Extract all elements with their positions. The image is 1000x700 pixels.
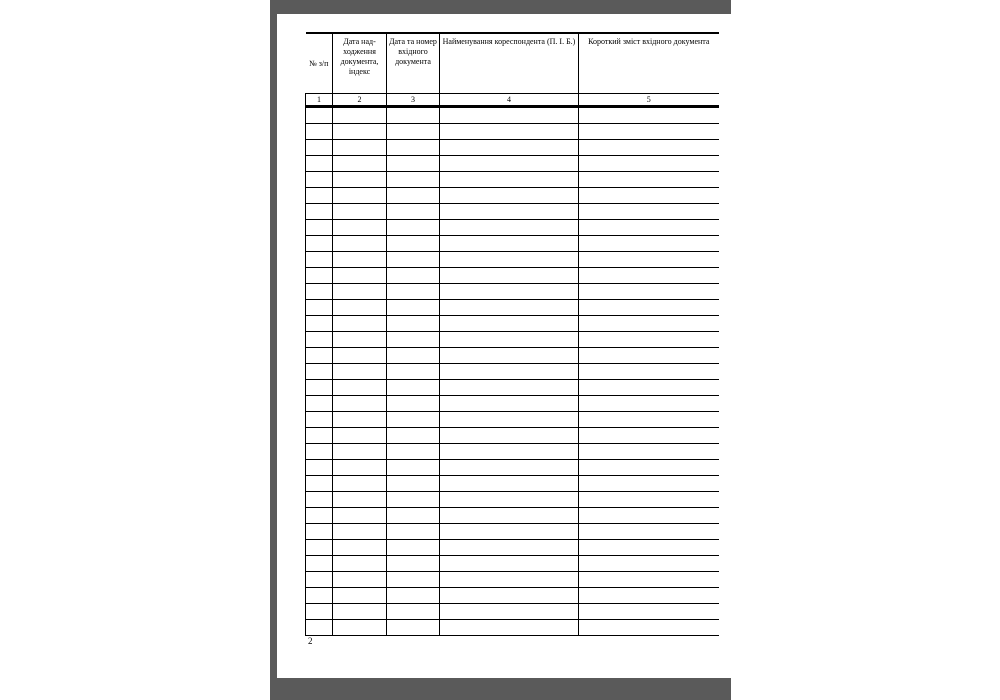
table-cell	[333, 380, 387, 396]
table-cell	[306, 140, 333, 156]
table-cell	[387, 124, 440, 140]
table-cell	[387, 284, 440, 300]
table-cell	[333, 396, 387, 412]
table-cell	[387, 412, 440, 428]
table-cell	[579, 220, 719, 236]
table-cell	[306, 252, 333, 268]
table-row	[306, 492, 719, 508]
table-cell	[440, 444, 579, 460]
table-cell	[440, 220, 579, 236]
table-cell	[579, 188, 719, 204]
column-number: 5	[579, 94, 719, 107]
table-cell	[306, 556, 333, 572]
table-cell	[579, 476, 719, 492]
table-cell	[387, 332, 440, 348]
table-row	[306, 396, 719, 412]
table-cell	[440, 460, 579, 476]
table-cell	[306, 524, 333, 540]
table-cell	[333, 540, 387, 556]
table-row	[306, 428, 719, 444]
table-cell	[387, 140, 440, 156]
table-cell	[306, 332, 333, 348]
table-cell	[333, 588, 387, 604]
table-cell	[306, 396, 333, 412]
table-row	[306, 556, 719, 572]
table-cell	[579, 428, 719, 444]
table-cell	[440, 236, 579, 252]
column-numbers-row	[306, 94, 719, 107]
page-number: 2	[308, 636, 313, 646]
table-cell	[440, 524, 579, 540]
table-cell	[306, 540, 333, 556]
table-row	[306, 300, 719, 316]
table-cell	[306, 412, 333, 428]
table-cell	[387, 396, 440, 412]
table-cell	[579, 540, 719, 556]
header-correspondent-name: Найменування кореспондента (П. І. Б.)	[440, 33, 579, 94]
header-receipt-date-index: Дата над-ходження документа, індекс	[333, 33, 387, 94]
table-cell	[306, 348, 333, 364]
table-cell	[387, 476, 440, 492]
table-cell	[333, 572, 387, 588]
table-row	[306, 588, 719, 604]
table-cell	[333, 300, 387, 316]
table-cell	[306, 460, 333, 476]
table-cell	[387, 540, 440, 556]
table-cell	[440, 348, 579, 364]
table-cell	[333, 364, 387, 380]
table-cell	[306, 476, 333, 492]
table-cell	[306, 156, 333, 172]
table-cell	[306, 588, 333, 604]
table-cell	[579, 588, 719, 604]
table-cell	[440, 107, 579, 124]
table-cell	[387, 380, 440, 396]
table-cell	[387, 604, 440, 620]
table-cell	[333, 524, 387, 540]
table-cell	[440, 508, 579, 524]
table-cell	[579, 396, 719, 412]
table-cell	[306, 204, 333, 220]
table-cell	[440, 156, 579, 172]
table-cell	[306, 316, 333, 332]
table-cell	[579, 444, 719, 460]
table-cell	[333, 620, 387, 636]
table-cell	[333, 236, 387, 252]
table-cell	[333, 476, 387, 492]
incoming-documents-register-table	[305, 32, 719, 636]
column-number: 2	[333, 94, 387, 107]
table-cell	[306, 364, 333, 380]
table-row	[306, 348, 719, 364]
table-header-row	[306, 33, 719, 94]
table-cell	[579, 556, 719, 572]
table-cell	[579, 284, 719, 300]
table-row	[306, 332, 719, 348]
table-cell	[440, 364, 579, 380]
table-cell	[333, 604, 387, 620]
table-cell	[306, 380, 333, 396]
table-cell	[387, 300, 440, 316]
table-cell	[333, 268, 387, 284]
table-row	[306, 124, 719, 140]
table-cell	[579, 124, 719, 140]
table-cell	[440, 476, 579, 492]
table-cell	[440, 140, 579, 156]
table-cell	[387, 107, 440, 124]
table-row	[306, 107, 719, 124]
table-cell	[579, 252, 719, 268]
table-cell	[333, 124, 387, 140]
header-number: № з/п	[306, 33, 333, 94]
table-cell	[306, 220, 333, 236]
table-cell	[579, 204, 719, 220]
table-cell	[333, 220, 387, 236]
table-cell	[387, 220, 440, 236]
table-cell	[387, 188, 440, 204]
table-cell	[333, 492, 387, 508]
table-row	[306, 316, 719, 332]
table-cell	[579, 332, 719, 348]
table-cell	[387, 492, 440, 508]
table-cell	[579, 348, 719, 364]
table-cell	[579, 412, 719, 428]
table-cell	[579, 300, 719, 316]
table-cell	[306, 124, 333, 140]
table-row	[306, 268, 719, 284]
table-cell	[579, 524, 719, 540]
table-row	[306, 508, 719, 524]
table-cell	[387, 316, 440, 332]
table-cell	[579, 107, 719, 124]
document-page	[277, 14, 731, 678]
table-cell	[579, 156, 719, 172]
table-cell	[306, 492, 333, 508]
table-cell	[333, 204, 387, 220]
table-cell	[387, 236, 440, 252]
table-cell	[440, 572, 579, 588]
table-cell	[306, 428, 333, 444]
table-cell	[333, 556, 387, 572]
table-row	[306, 476, 719, 492]
table-cell	[440, 332, 579, 348]
table-body	[306, 107, 719, 636]
table-cell	[579, 380, 719, 396]
table-row	[306, 380, 719, 396]
table-cell	[387, 348, 440, 364]
table-row	[306, 172, 719, 188]
table-cell	[306, 236, 333, 252]
table-row	[306, 252, 719, 268]
table-cell	[333, 428, 387, 444]
table-cell	[579, 140, 719, 156]
table-cell	[333, 460, 387, 476]
table-cell	[333, 332, 387, 348]
table-cell	[333, 252, 387, 268]
table-cell	[440, 188, 579, 204]
table-row	[306, 204, 719, 220]
table-cell	[440, 412, 579, 428]
table-row	[306, 444, 719, 460]
table-cell	[333, 156, 387, 172]
table-cell	[306, 300, 333, 316]
table-cell	[333, 316, 387, 332]
table-cell	[440, 252, 579, 268]
document-viewer[interactable]	[270, 0, 731, 700]
table-cell	[579, 460, 719, 476]
table-cell	[579, 492, 719, 508]
table-cell	[579, 316, 719, 332]
table-cell	[306, 107, 333, 124]
table-cell	[387, 252, 440, 268]
table-cell	[440, 268, 579, 284]
table-cell	[306, 188, 333, 204]
table-cell	[579, 268, 719, 284]
table-cell	[306, 284, 333, 300]
table-cell	[333, 348, 387, 364]
table-cell	[387, 460, 440, 476]
table-cell	[306, 620, 333, 636]
table-cell	[387, 172, 440, 188]
table-cell	[440, 124, 579, 140]
table-row	[306, 236, 719, 252]
table-cell	[387, 156, 440, 172]
table-cell	[333, 508, 387, 524]
table-cell	[440, 380, 579, 396]
table-cell	[579, 604, 719, 620]
table-row	[306, 540, 719, 556]
table-cell	[440, 556, 579, 572]
table-cell	[333, 412, 387, 428]
table-cell	[387, 364, 440, 380]
table-cell	[333, 188, 387, 204]
table-row	[306, 364, 719, 380]
table-cell	[333, 444, 387, 460]
table-row	[306, 524, 719, 540]
table-row	[306, 604, 719, 620]
header-incoming-date-number: Дата та номер вхідного документа	[387, 33, 440, 94]
header-summary: Короткий зміст вхідного документа	[579, 33, 719, 94]
table-cell	[440, 316, 579, 332]
table-cell	[333, 284, 387, 300]
table-row	[306, 220, 719, 236]
table-cell	[440, 540, 579, 556]
table-cell	[387, 268, 440, 284]
table-cell	[306, 572, 333, 588]
table-cell	[387, 444, 440, 460]
table-cell	[579, 364, 719, 380]
table-cell	[440, 588, 579, 604]
table-cell	[440, 284, 579, 300]
table-cell	[387, 620, 440, 636]
table-cell	[579, 572, 719, 588]
table-cell	[440, 396, 579, 412]
table-row	[306, 140, 719, 156]
column-number: 3	[387, 94, 440, 107]
column-number: 1	[306, 94, 333, 107]
table-cell	[440, 620, 579, 636]
table-cell	[440, 172, 579, 188]
table-cell	[440, 300, 579, 316]
table-row	[306, 412, 719, 428]
table-cell	[306, 268, 333, 284]
table-cell	[387, 508, 440, 524]
table-cell	[440, 604, 579, 620]
table-cell	[306, 172, 333, 188]
table-cell	[333, 107, 387, 124]
table-cell	[440, 428, 579, 444]
table-cell	[306, 604, 333, 620]
table-cell	[333, 140, 387, 156]
table-cell	[387, 588, 440, 604]
table-cell	[440, 492, 579, 508]
column-number: 4	[440, 94, 579, 107]
table-cell	[579, 236, 719, 252]
table-cell	[387, 204, 440, 220]
table-cell	[387, 572, 440, 588]
table-row	[306, 188, 719, 204]
table-row	[306, 620, 719, 636]
table-cell	[387, 428, 440, 444]
table-cell	[306, 508, 333, 524]
table-row	[306, 156, 719, 172]
table-cell	[579, 620, 719, 636]
table-row	[306, 284, 719, 300]
table-row	[306, 460, 719, 476]
table-cell	[333, 172, 387, 188]
table-cell	[440, 204, 579, 220]
table-cell	[579, 508, 719, 524]
table-cell	[387, 556, 440, 572]
table-cell	[579, 172, 719, 188]
table-cell	[306, 444, 333, 460]
table-cell	[387, 524, 440, 540]
table-row	[306, 572, 719, 588]
